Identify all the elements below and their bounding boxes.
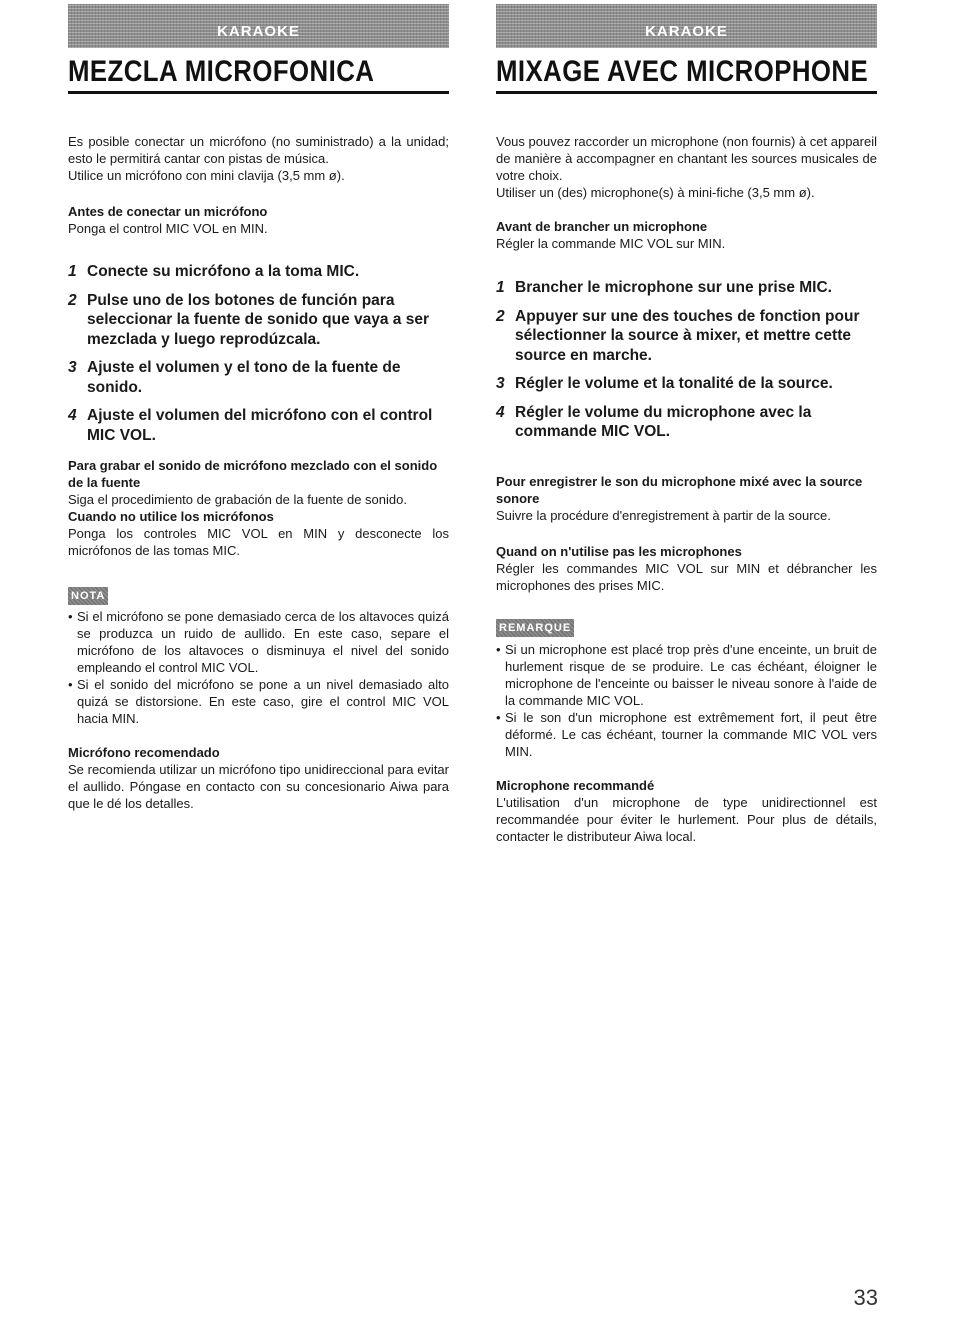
step-item xyxy=(496,403,877,442)
step-number: 3 xyxy=(496,375,505,392)
step-item xyxy=(496,374,877,394)
record-text: Suivre la procédure d'enregistrement à partir de la source. xyxy=(496,508,831,523)
unused-heading: Quand on n'utilise pas les microphones xyxy=(496,544,742,559)
step-item xyxy=(496,278,877,298)
note-item xyxy=(496,641,877,709)
step-number: 2 xyxy=(68,291,77,309)
intro-paragraph: Vous pouvez raccorder un microphone (non fournis) à cet appareil de manière à accompagner en chantant les sources musicales de votre choix. xyxy=(496,134,877,183)
step-text: Ajuste el volumen y el tono de la fuente de sonido. xyxy=(87,359,401,396)
step-text: Brancher le microphone sur une prise MIC. xyxy=(515,279,832,296)
record-block xyxy=(496,473,877,524)
step-number: 2 xyxy=(496,307,505,325)
title-rule xyxy=(68,91,449,94)
section-banner xyxy=(68,4,449,48)
note-block xyxy=(68,586,449,605)
note-item xyxy=(68,608,449,676)
unused-block xyxy=(496,543,877,594)
step-item xyxy=(68,262,449,282)
note-badge: NOTA xyxy=(68,587,108,605)
title-rule xyxy=(496,91,877,94)
intro-block xyxy=(496,133,877,201)
bullet-icon: • xyxy=(68,677,73,692)
intro-paragraph: Utilice un micrófono con mini clavija (3,5 mm ø). xyxy=(68,168,345,183)
step-item xyxy=(68,358,449,397)
recommended-text: L'utilisation d'un microphone de type unidirectionnel est recommandée pour éviter le hurlement. Pour plus de détails, contacter le distributeur Aiwa local. xyxy=(496,795,877,844)
note-list xyxy=(68,608,449,727)
section-banner xyxy=(496,4,877,48)
note-text: Si el sonido del micrófono se pone a un nivel demasiado alto quizá se distorsione. En este caso, gire el control MIC VOL hacia MIN. xyxy=(77,677,449,726)
before-text: Ponga el control MIC VOL en MIN. xyxy=(68,221,268,236)
step-item xyxy=(68,406,449,445)
step-item xyxy=(496,307,877,366)
note-badge: REMARQUE xyxy=(496,619,574,637)
record-heading: Para grabar el sonido de micrófono mezclado con el sonido de la fuente xyxy=(68,458,438,490)
record-heading: Pour enregistrer le son du microphone mixé avec la source sonore xyxy=(496,474,863,506)
page-title: MIXAGE AVEC MICROPHONE xyxy=(496,55,869,88)
step-text: Appuyer sur une des touches de fonction pour sélectionner la source à mixer, et mettre cette source en marche. xyxy=(515,307,860,364)
note-item xyxy=(496,709,877,760)
step-text: Ajuste el volumen del micrófono con el control MIC VOL. xyxy=(87,407,433,444)
steps-list xyxy=(68,262,449,445)
recommended-heading: Micrófono recomendado xyxy=(68,745,220,760)
step-text: Pulse uno de los botones de función para seleccionar la fuente de sonido que vaya a ser mezclada y luego reprodúzcala. xyxy=(87,291,429,348)
note-item xyxy=(68,676,449,727)
step-number: 1 xyxy=(68,263,77,280)
intro-paragraph: Es posible conectar un micrófono (no suministrado) a la unidad; esto le permitirá cantar con pistas de música. xyxy=(68,134,449,166)
recommended-text: Se recomienda utilizar un micrófono tipo unidireccional para evitar el aullido. Póngase en contacto con su concesionario Aiwa para que le dé los detalles. xyxy=(68,762,449,811)
unused-heading: Cuando no utilice los micrófonos xyxy=(68,509,274,524)
record-block xyxy=(68,457,449,559)
bullet-icon: • xyxy=(496,642,501,657)
before-block xyxy=(496,218,877,252)
step-number: 4 xyxy=(68,407,77,424)
unused-text: Ponga los controles MIC VOL en MIN y desconecte los micrófonos de las tomas MIC. xyxy=(68,526,449,558)
step-text: Régler le volume du microphone avec la commande MIC VOL. xyxy=(515,403,812,440)
before-text: Régler la commande MIC VOL sur MIN. xyxy=(496,236,726,251)
intro-block xyxy=(68,133,449,184)
recommended-block xyxy=(68,744,449,812)
bullet-icon: • xyxy=(68,609,73,624)
note-text: Si le son d'un microphone est extrêmement fort, il peut être déformé. Le cas échéant, tourner la commande MIC VOL vers MIN. xyxy=(505,710,877,759)
intro-paragraph: Utiliser un (des) microphone(s) à mini-fiche (3,5 mm ø). xyxy=(496,185,815,200)
note-list xyxy=(496,641,877,760)
page-number: 33 xyxy=(853,1285,878,1310)
banner-label: KARAOKE xyxy=(645,23,728,40)
before-heading: Avant de brancher un microphone xyxy=(496,219,708,234)
unused-text: Régler les commandes MIC VOL sur MIN et débrancher les microphones des prises MIC. xyxy=(496,561,877,593)
recommended-block xyxy=(496,777,877,845)
page-title: MEZCLA MICROFONICA xyxy=(68,55,375,88)
note-text: Si un microphone est placé trop près d'une enceinte, un bruit de hurlement risque de se produire. Le cas échéant, éloigner le microphone de l'enceinte ou baisser le niveau sonore à l'aide de la commande MIC VOL. xyxy=(505,642,877,708)
recommended-heading: Microphone recommandé xyxy=(496,778,655,793)
bullet-icon: • xyxy=(496,710,501,725)
step-item xyxy=(68,291,449,350)
step-number: 1 xyxy=(496,279,505,296)
note-text: Si el micrófono se pone demasiado cerca de los altavoces quizá se produzca un ruido de aullido. En este caso, separe el micrófono de los altavoces o disminuya el nivel del sonido empleando el control MIC VOL. xyxy=(77,609,449,675)
step-number: 3 xyxy=(68,359,77,376)
note-block xyxy=(496,618,877,637)
banner-label: KARAOKE xyxy=(217,23,300,40)
step-number: 4 xyxy=(496,403,505,421)
before-block xyxy=(68,203,449,237)
steps-list xyxy=(496,278,877,442)
step-text: Conecte su micrófono a la toma MIC. xyxy=(87,263,360,280)
before-heading: Antes de conectar un micrófono xyxy=(68,204,268,219)
record-text: Siga el procedimiento de grabación de la fuente de sonido. xyxy=(68,492,407,507)
step-text: Régler le volume et la tonalité de la source. xyxy=(515,375,833,392)
